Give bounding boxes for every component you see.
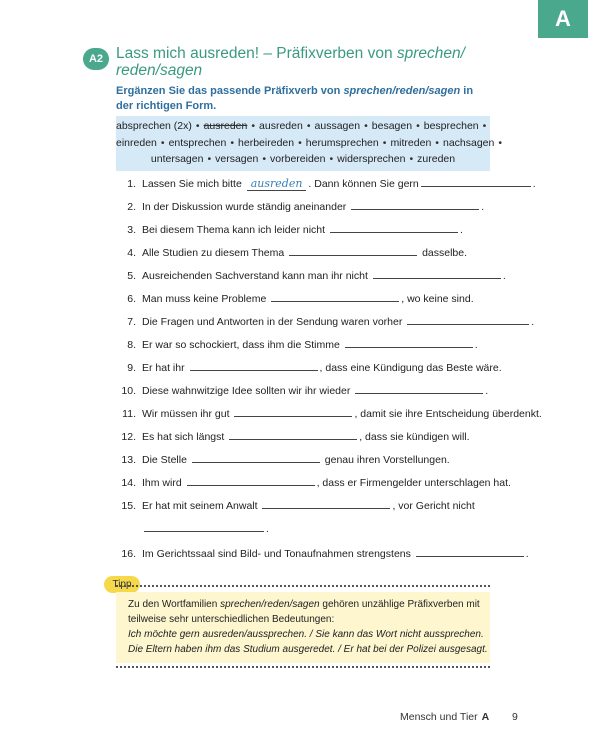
separator-dot: • [382,136,387,149]
title-italic: sprechen/ reden/sagen [116,45,465,79]
item-number: 16. [121,548,136,560]
tipp-box: Zu den Wortfamilien sprechen/reden/sagen gehören unzählige Präfixverben mit teilweise sehr unterschiedlichen Bedeutungen: Ich möchte gern ausreden/aussprechen. / Sie kann das Wort nicht aussprechen. Die Eltern haben ihm das Studium ausgeredet. / Er hat bei der Polizei ausgesagt. [116,592,490,663]
separator-dot: • [364,120,368,132]
word-chip: einreden [116,136,157,149]
exercise-item-continuation [142,521,269,535]
exercise-item [116,546,529,560]
word-chip: mitreden [390,136,432,149]
exercise-item [116,498,475,512]
word-chip: untersagen [150,153,204,165]
section-tab: A [538,0,588,38]
word-chip: widersprechen [337,153,406,165]
separator-dot: • [160,136,165,149]
item-number: 1. [127,178,136,190]
answer-blank[interactable] [289,245,417,256]
word-chip: versagen [215,153,259,165]
answer-blank[interactable] [407,314,529,325]
word-chip: entsprechen [168,136,227,149]
item-number: 8. [127,339,136,351]
item-text: Diese wahnwitzige Idee sollten wir ihr wieder [142,385,354,397]
separator-dot: • [195,120,200,132]
answer-blank[interactable] [192,452,320,463]
word-chip: absprechen (2x) [116,120,192,132]
title-main: Lass mich ausreden! – Präfixverben von [116,45,397,62]
answer-blank[interactable] [234,406,352,417]
item-text: . [531,316,535,328]
word-chip: besagen [371,120,413,132]
item-number: 7. [127,316,136,328]
exercise-item [116,406,542,420]
page-number: 9 [512,711,518,723]
separator-dot: • [251,120,256,132]
exercise-item [116,337,478,351]
item-number: 2. [127,201,136,213]
separator-dot: • [409,153,414,165]
item-number: 13. [121,454,136,466]
item-text: Man muss keine Probleme [142,293,270,305]
word-chip: nachsagen [442,136,495,149]
exercise-item [116,383,488,397]
word-chip: vorbereiden [270,153,326,165]
item-number: 10. [121,385,136,397]
tipp-example-1: Ich möchte gern ausreden/aussprechen. / Sie kann das Wort nicht aussprechen. [128,629,484,640]
item-number: 11. [122,408,136,420]
tipp-top-divider [116,585,490,587]
item-text: genau ihren Vorstellungen. [324,454,450,466]
item-number: 6. [127,293,136,305]
item-text: Wir müssen ihr gut [142,408,233,420]
answer-blank[interactable] [351,199,479,210]
item-text: , dass er Firmengelder unterschlagen hat. [316,477,511,489]
item-text: . [481,201,485,213]
exercise-title [116,45,496,79]
exercise-item [116,245,467,259]
word-chip: ausreden [259,120,303,132]
word-chip: aussagen [314,120,361,132]
tipp-bottom-divider [116,666,490,668]
item-text: , dass eine Kündigung das Beste wäre. [319,362,502,374]
exercise-badge: A2 [83,48,109,70]
item-text: . [266,523,269,535]
answer-blank[interactable] [187,475,315,486]
exercise-instruction: Ergänzen Sie das passende Präfixverb von sprechen/reden/sagen in der richtigen Form. [116,85,474,112]
item-text: Die Stelle [142,454,190,466]
exercise-item [116,452,450,466]
footer-section: Mensch und Tier A [400,711,490,723]
answer-blank[interactable] [190,360,318,371]
answer-blank[interactable] [229,429,357,440]
item-number: 4. [127,247,136,259]
item-text: Bei diesem Thema kann ich leider nicht [142,224,328,236]
answer-blank[interactable] [373,268,501,279]
separator-dot: • [207,153,212,165]
answer-blank[interactable] [144,521,264,532]
exercise-item [116,429,470,443]
item-number: 5. [127,270,136,282]
exercise-item [116,360,502,374]
answer-blank[interactable] [355,383,483,394]
answer-blank[interactable] [345,337,473,348]
item-text: , wo keine sind. [401,293,474,305]
exercise-item [116,268,506,282]
exercise-item [116,314,534,328]
item-text: Er hat mit seinem Anwalt [142,500,261,512]
exercise-item [116,176,536,191]
item-text: . [502,270,506,282]
item-text: Im Gerichtssaal sind Bild- und Tonaufnahmen strengstens [142,548,414,560]
item-text: . [474,339,478,351]
item-text: , dass sie kündigen will. [359,431,470,443]
item-text: Ihm wird [142,477,185,489]
separator-dot: • [329,153,334,165]
item-text: . [485,385,489,397]
item-text: Es hat sich längst [142,431,228,443]
item-text: . Dann können Sie gern [308,178,419,190]
tipp-example-2: Die Eltern haben ihm das Studium ausgeredet. / Er hat bei der Polizei ausgesagt. [128,644,488,655]
answer-blank[interactable] [262,498,390,509]
word-chip: ausreden [203,120,248,132]
item-text: Die Fragen und Antworten in der Sendung waren vorher [142,316,406,328]
word-chip: herbeireden [238,136,295,149]
item-number: 12. [121,431,136,443]
item-text: Alle Studien zu diesem Thema [142,247,288,259]
exercise-item [116,222,463,236]
tipp-label: Tipp [104,576,140,593]
separator-dot: • [298,136,302,149]
item-number: 9. [127,362,136,374]
item-number: 15. [121,500,136,512]
item-text: Er war so schockiert, dass ihm die Stimme [142,339,343,351]
separator-dot: • [262,153,267,165]
answer-blank[interactable] [330,222,458,233]
separator-dot: • [306,120,311,132]
separator-dot: • [482,120,487,132]
item-number: 3. [127,224,136,236]
item-text: dasselbe. [422,247,468,259]
item-number: 14. [121,477,136,489]
item-text: . [525,548,529,560]
item-text: . [532,178,536,190]
item-text: Ausreichenden Sachverstand kann man ihr nicht [142,270,371,282]
separator-dot: • [498,136,503,149]
answer-blank[interactable] [421,176,531,187]
example-answer: ausreden [247,177,307,191]
exercise-item [116,199,484,213]
separator-dot: • [230,136,235,149]
word-box [116,116,503,171]
word-chip: herumsprechen [305,136,379,149]
exercise-item [116,291,474,305]
separator-dot: • [416,120,420,132]
answer-blank[interactable] [416,546,524,557]
item-text: , damit sie ihre Entscheidung überdenkt. [354,408,542,420]
item-text: Lassen Sie mich bitte [142,178,245,190]
separator-dot: • [435,136,439,149]
word-chip: besprechen [423,120,479,132]
item-text: In der Diskussion wurde ständig aneinander [142,201,350,213]
word-chip: zureden [417,153,456,165]
item-text: Er hat ihr [142,362,188,374]
answer-blank[interactable] [271,291,399,302]
item-text: , vor Gericht nicht [392,500,475,512]
exercise-item [116,475,511,489]
item-text: . [460,224,463,236]
